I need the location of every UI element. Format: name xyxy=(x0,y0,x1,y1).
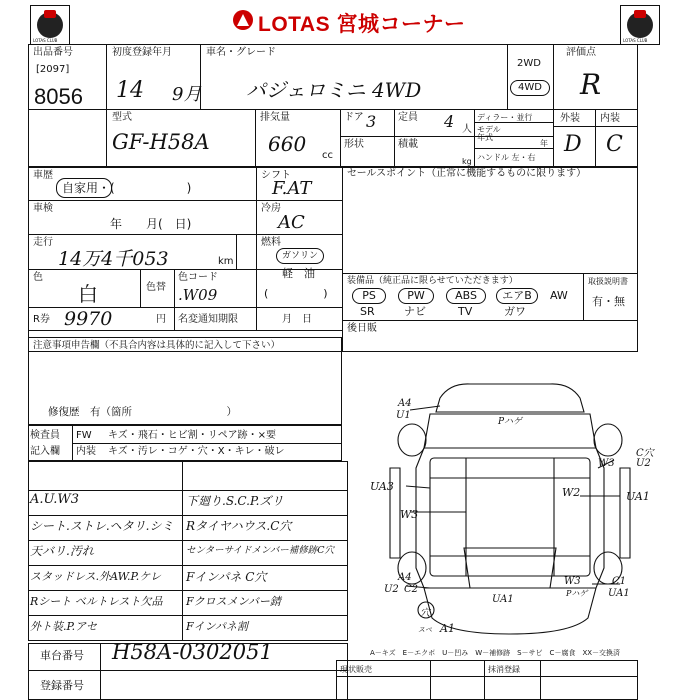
equip-navi: ナビ xyxy=(404,305,426,318)
drive-4wd: 4WD xyxy=(510,80,550,96)
inspection-value: 年 月( 日) xyxy=(110,217,192,231)
inspector-label: 検査員 xyxy=(30,430,60,441)
damage-legend: A－キズ E－エクボ U－凹み W－補修跡 S－サビ C－腐食 XX－交換済 xyxy=(370,649,621,657)
seats-label: 定員 xyxy=(398,112,418,123)
mascot-icon xyxy=(37,12,63,38)
remark-right-5: Fクロスメンバー錆 xyxy=(186,595,281,608)
equip-ps: PS xyxy=(352,288,386,304)
mark-p-hage-top: Pハゲ xyxy=(498,417,523,427)
sales-point-label: セールスポイント（正常に機能するものに限ります） xyxy=(347,168,587,179)
model-year-label: モデル年式 xyxy=(477,125,501,142)
mark-spare: スペ xyxy=(418,626,432,634)
fw-label: FW xyxy=(76,430,92,441)
mascot-icon xyxy=(627,12,653,38)
entry-label: 記入欄 xyxy=(30,446,60,457)
repair-label: 修復歴 有（箇所 ） xyxy=(48,406,237,418)
remark-left-1: A.U.W3 xyxy=(30,492,80,507)
displacement-label: 排気量 xyxy=(260,112,290,123)
chassis-value: H58A-0302051 xyxy=(112,640,273,664)
mark-u2-bottom: U2 xyxy=(384,584,399,595)
mark-u2-right: U2 xyxy=(636,458,651,469)
footer-note-a: 現状販売 xyxy=(340,665,372,674)
mark-a4-bottom: A4 xyxy=(398,572,412,583)
fuel-gasoline: ガソリン xyxy=(276,248,324,264)
aircon-label: 冷房 xyxy=(261,203,281,214)
fuel-other: ( ) xyxy=(264,287,328,300)
lot-number-label: 出品番号 xyxy=(33,47,73,58)
mark-ua3: UA3 xyxy=(370,480,394,493)
mark-c-hole: C穴 xyxy=(636,448,654,459)
mark-hole: 穴 xyxy=(420,608,430,619)
mark-ua1-lower: UA1 xyxy=(608,588,630,599)
first-reg-year: 14 xyxy=(116,78,144,103)
remark-left-5: Rシート ベルトレスト欠品 xyxy=(30,595,163,608)
equip-aw: AW xyxy=(550,289,568,302)
shift-value: F.AT xyxy=(272,178,312,199)
remark-right-3: センターサイドメンバー補修跡C穴 xyxy=(186,545,334,556)
equip-gawa: ガワ xyxy=(504,305,526,318)
displacement-value: 660 xyxy=(268,132,307,156)
fw-items: キズ・飛石・ヒビ割・リペア跡・×要 xyxy=(108,430,276,441)
remark-right-1: 下廻り.S.C.P.ズリ xyxy=(186,494,284,508)
mark-a1: A1 xyxy=(440,622,455,635)
interior-check-label: 内装 xyxy=(76,446,96,457)
lot-number-sub: [2097] xyxy=(36,64,70,75)
car-top-outline xyxy=(436,384,584,412)
load-label: 積載 xyxy=(398,139,418,150)
equip-sr: SR xyxy=(360,305,375,318)
dealer-label: ディラー・並行 xyxy=(477,113,533,122)
type-value: GF-H58A xyxy=(112,130,210,154)
registration-label: 登録番号 xyxy=(40,679,84,692)
fuel-label: 燃料 xyxy=(261,237,281,248)
logo-caption: LOTAS CLUB xyxy=(33,38,58,43)
wheel-front-right xyxy=(594,424,622,456)
mark-p-hage-bottom: Pハゲ xyxy=(566,589,588,598)
exterior-value: D xyxy=(564,132,582,157)
mileage-label: 走行 xyxy=(33,237,53,248)
footer-frame xyxy=(336,660,638,700)
usage-value: 自家用・( ) xyxy=(62,181,192,195)
shape-label: 形状 xyxy=(344,139,364,150)
aircon-value: AC xyxy=(278,212,305,233)
color-code-value: .W09 xyxy=(178,286,218,304)
drive-2wd: 2WD xyxy=(517,58,541,69)
logo-caption: LOTAS CLUB xyxy=(623,38,648,43)
first-reg-month: 9月 xyxy=(172,84,202,105)
recycle-value: 9970 xyxy=(64,308,113,330)
interior-label: 内装 xyxy=(600,113,620,124)
remark-left-4: スタッドレス.外AW.P.ケレ xyxy=(30,570,161,583)
exterior-label: 外装 xyxy=(560,113,580,124)
equip-tv: TV xyxy=(458,305,473,318)
inspection-label: 車検 xyxy=(33,203,53,214)
displacement-unit: cc xyxy=(322,150,333,161)
color-label: 色 xyxy=(33,272,43,283)
footer-note-b: 抹消登録 xyxy=(488,665,520,674)
mark-w3-left: W3 xyxy=(400,508,419,521)
notes-label: 注意事項申告欄（不具合内容は具体的に記入して下さい） xyxy=(33,340,281,351)
remark-left-6: 外ト装.P.アセ xyxy=(30,620,98,633)
mark-w3-upper-right: W3 xyxy=(598,458,615,469)
mark-c1: C1 xyxy=(612,576,627,587)
mark-ua1-right: UA1 xyxy=(626,490,650,503)
grade-value: R xyxy=(580,68,602,101)
mileage-value: 14万4千053 xyxy=(58,248,169,270)
equip-airbag: エアB xyxy=(496,288,538,304)
doors-label: ドア xyxy=(344,112,364,123)
seats-unit: 人 xyxy=(462,124,472,135)
recycle-unit: 円 xyxy=(156,314,166,325)
remark-right-2: Rタイヤハウス.C穴 xyxy=(186,519,292,533)
mark-ua1-bottom: UA1 xyxy=(492,594,514,605)
equip-abs: ABS xyxy=(446,288,486,304)
tax-value: 月 日 xyxy=(282,314,312,325)
usage-label: 車歴 xyxy=(33,170,53,181)
mark-w2: W2 xyxy=(562,486,581,499)
type-label: 型式 xyxy=(112,112,132,123)
remark-left-3: 天バリ.汚れ xyxy=(30,544,94,558)
equipment-label: 装備品（純正品に限らせていただきます） xyxy=(347,276,518,286)
equip-pw: PW xyxy=(398,288,434,304)
model-name-value: パジェロミニ 4WD xyxy=(246,78,422,102)
doors-value: 3 xyxy=(366,112,377,131)
interior-items: キズ・汚レ・コゲ・穴・X・キレ・破レ xyxy=(108,446,285,457)
color-code-label: 色コード xyxy=(178,272,218,283)
mark-c2: C2 xyxy=(404,584,419,595)
remark-right-6: Fインパネ割 xyxy=(186,620,248,633)
brand-title: LOTAS 宮城コーナー xyxy=(258,13,466,36)
chassis-label: 車台番号 xyxy=(40,649,84,662)
remark-left-2: シート.ストレ.ヘタリ.シミ xyxy=(30,519,174,533)
remark-right-4: Fインパネ C穴 xyxy=(186,570,267,584)
lot-number-value: 8056 xyxy=(34,84,83,109)
tax-label: 名変通知期限 xyxy=(178,314,238,325)
fuel-diesel: 軽 油 xyxy=(282,267,315,280)
mark-u1: U1 xyxy=(396,410,411,421)
wheel-front-left xyxy=(398,424,426,456)
lotas-logo-icon xyxy=(233,10,253,30)
manual-value: 有・無 xyxy=(592,295,625,308)
color-value: 白 xyxy=(78,282,98,306)
manual-label: 取扱説明書 xyxy=(588,277,628,286)
right-logo xyxy=(620,5,660,45)
after-parts-label: 後日販 xyxy=(347,323,377,334)
usage-circle xyxy=(56,178,112,198)
model-name-label: 車名・グレード xyxy=(206,47,276,58)
mark-w3-lower-right: W3 xyxy=(564,576,581,587)
interior-value: C xyxy=(606,132,623,157)
handle-label: ハンドル 左・右 xyxy=(477,153,536,162)
recycle-label: R券 xyxy=(33,314,50,325)
first-reg-label: 初度登録年月 xyxy=(112,47,172,58)
grade-label: 評価点 xyxy=(566,47,596,58)
car-body-outline xyxy=(416,448,604,588)
mileage-unit: km xyxy=(218,256,234,267)
seats-value: 4 xyxy=(444,112,455,131)
year-unit: 年 xyxy=(540,139,548,148)
mark-a4-top: A4 xyxy=(398,398,412,409)
left-logo xyxy=(30,5,70,45)
color-change-label: 色替 xyxy=(146,282,166,293)
load-unit: kg xyxy=(462,157,472,166)
shift-label: シフト xyxy=(261,170,291,181)
